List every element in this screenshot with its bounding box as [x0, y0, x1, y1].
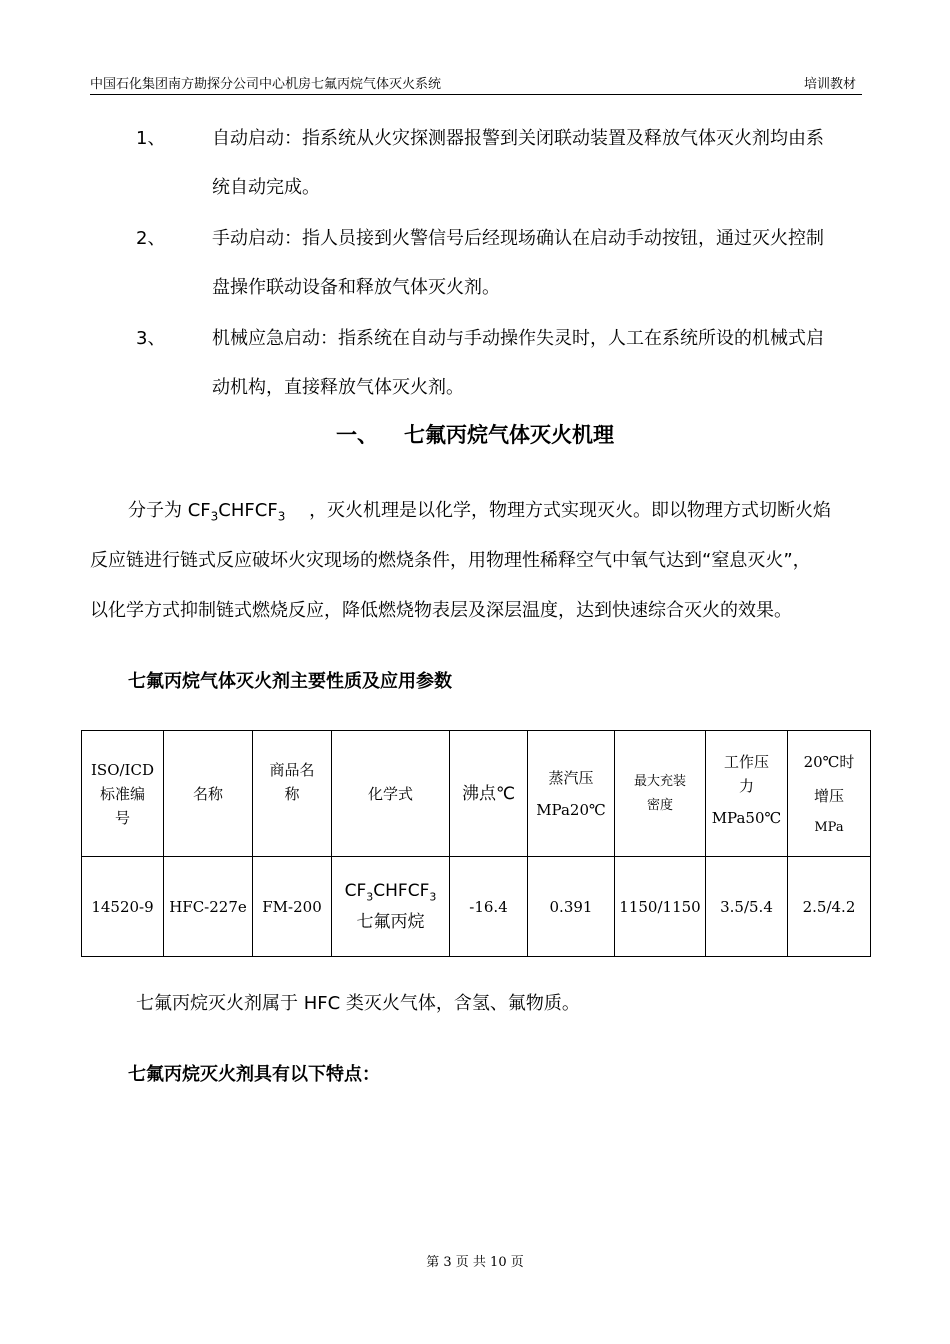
cell-fill-density: 1150/1150	[615, 857, 706, 957]
header-boiling-point: 沸点℃	[450, 731, 528, 857]
properties-table	[81, 730, 871, 957]
list-text-line: 统自动完成。	[212, 177, 320, 198]
cell-formula	[332, 857, 450, 957]
list-text-line: 动机构，直接释放气体灭火剂。	[212, 377, 464, 398]
mechanism-line-3: 以化学方式抑制链式燃烧反应，降低燃烧物表层及深层温度，达到快速综合灭火的效果。	[90, 600, 792, 621]
header-boost-pressure: 20℃时 增压 MPa	[788, 731, 871, 857]
chemical-formula: $CF_3CHFCF_3$	[187, 500, 286, 524]
header-formula: 化学式	[332, 731, 450, 857]
cell-iso: 14520-9	[82, 857, 164, 957]
cell-vapor-pressure: 0.391	[528, 857, 615, 957]
header-fill-density: 最大充装 密度	[615, 731, 706, 857]
mechanism-text: ，灭火机理是以化学，物理方式实现灭火。即以物理方式切断火焰	[309, 500, 832, 521]
table-header-row	[82, 731, 871, 857]
section-number: 一、	[336, 423, 378, 447]
header-name: 名称	[164, 731, 253, 857]
list-text-line: 盘操作联动设备和释放气体灭火剂。	[212, 277, 500, 298]
hfc-note: 七氟丙烷灭火剂属于 HFC 类灭火气体，含氢、氟物质。	[136, 993, 580, 1014]
header-title: 中国石化集团南方勘探分公司中心机房七氟丙烷气体灭火系统	[90, 77, 442, 92]
mechanism-line-1	[128, 496, 831, 524]
section-heading	[0, 419, 950, 449]
header-vapor-pressure: 蒸汽压 MPa20℃	[528, 731, 615, 857]
list-number: 1、	[136, 128, 166, 149]
cell-boost-pressure: 2.5/4.2	[788, 857, 871, 957]
section-title: 七氟丙烷气体灭火机理	[404, 423, 614, 447]
list-text-line: 自动启动：指系统从火灾探测器报警到关闭联动装置及释放气体灭火剂均由系	[212, 128, 824, 149]
header-iso: ISO/ICD 标准编 号	[82, 731, 164, 857]
list-text-line: 手动启动：指人员接到火警信号后经现场确认在启动手动按钮，通过灭火控制	[212, 228, 824, 249]
header-trade-name: 商品名 称	[253, 731, 332, 857]
list-number: 2、	[136, 228, 166, 249]
features-heading: 七氟丙烷灭火剂具有以下特点：	[128, 1064, 380, 1085]
header-label: 培训教材	[803, 77, 856, 92]
mechanism-prefix: 分子为	[128, 500, 182, 521]
list-text-line: 机械应急启动：指系统在自动与手动操作失灵时，人工在系统所设的机械式启	[212, 328, 824, 349]
table-title: 七氟丙烷气体灭火剂主要性质及应用参数	[128, 671, 452, 692]
cell-name: HFC-227e	[164, 857, 253, 957]
cell-trade-name: FM-200	[253, 857, 332, 957]
cell-formula-chemical: $CF_3CHFCF_3$	[344, 881, 437, 904]
cell-formula-name: 七氟丙烷	[356, 911, 425, 932]
cell-working-pressure: 3.5/5.4	[706, 857, 788, 957]
page-footer: 第 3 页 共 10 页	[426, 1255, 524, 1270]
header-working-pressure: 工作压 力 MPa50℃	[706, 731, 788, 857]
page-header	[90, 70, 862, 95]
list-number: 3、	[136, 328, 166, 349]
cell-boiling-point: -16.4	[450, 857, 528, 957]
mechanism-line-2: 反应链进行链式反应破坏火灾现场的燃烧条件，用物理性稀释空气中氧气达到“窒息灭火”，	[90, 550, 811, 571]
table-row	[82, 857, 871, 957]
